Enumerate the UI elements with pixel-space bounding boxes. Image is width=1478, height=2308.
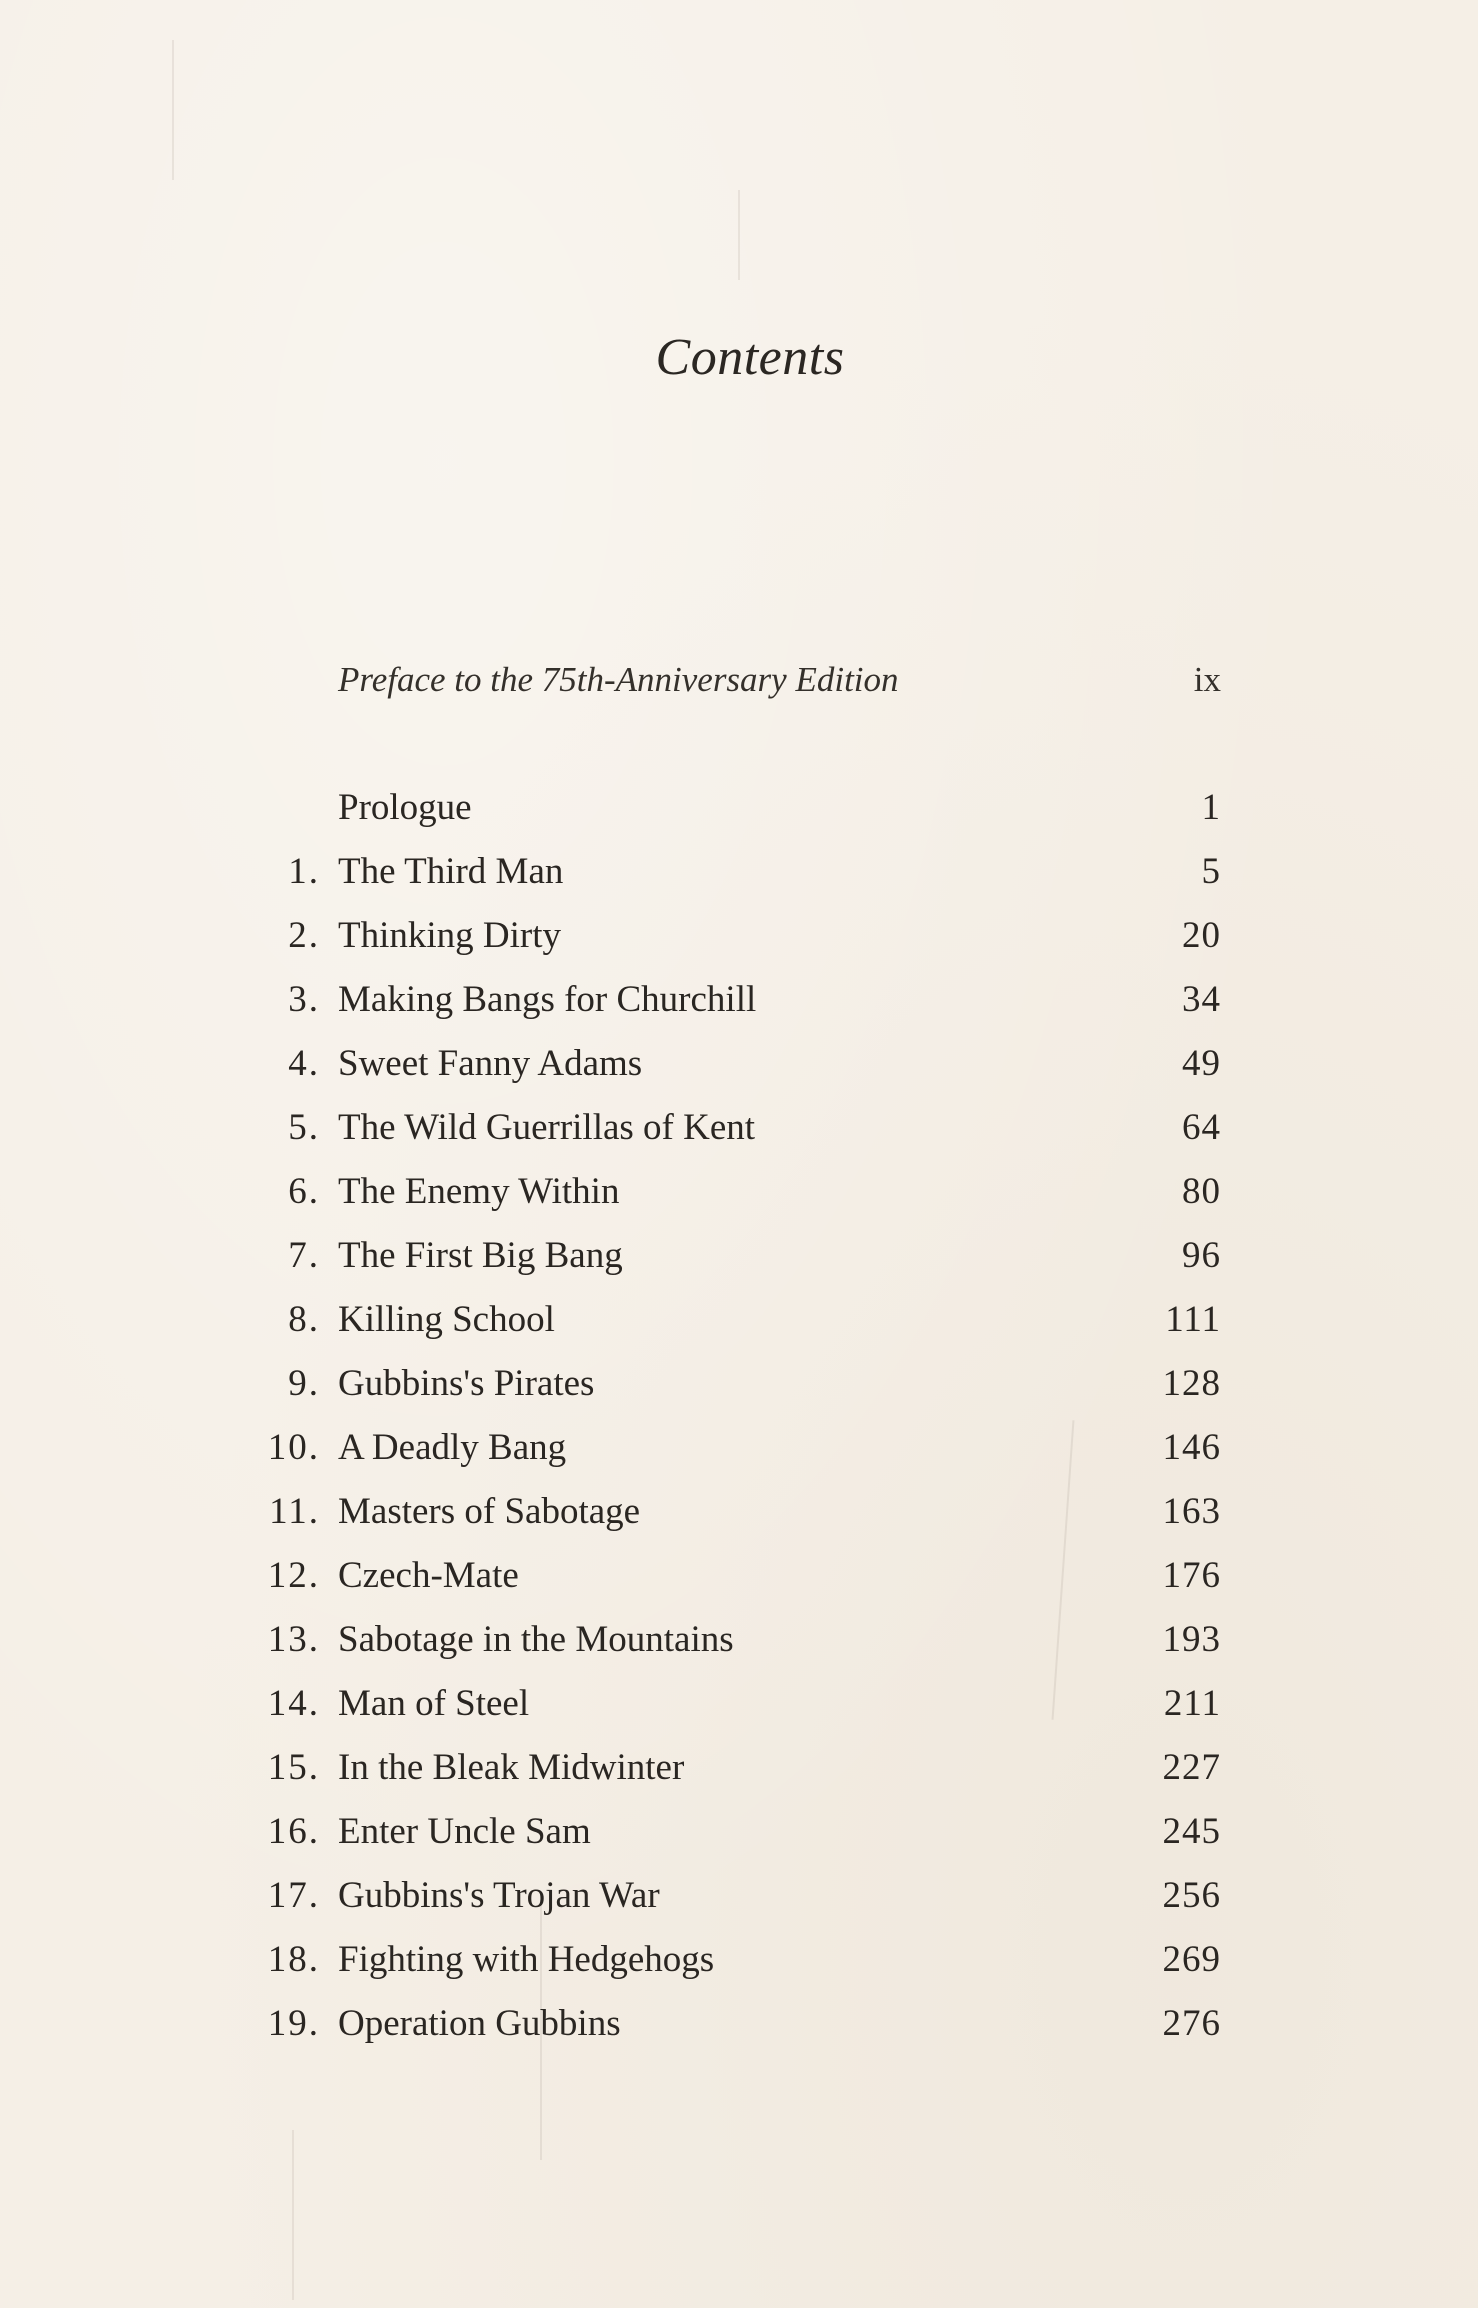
chapter-number: 6. <box>288 1171 320 1212</box>
chapter-title: Operation Gubbins <box>338 2003 621 2044</box>
chapter-page-number: 256 <box>1162 1875 1221 1916</box>
toc-entry <box>0 1614 1478 1678</box>
chapter-title: Masters of Sabotage <box>338 1491 641 1532</box>
chapter-number: 18. <box>267 1939 320 1980</box>
toc-entry <box>0 1998 1478 2062</box>
chapter-page-number: 146 <box>1162 1427 1221 1468</box>
chapter-number: 8. <box>288 1299 320 1340</box>
chapter-number: 19. <box>267 2003 320 2044</box>
chapter-number: 2. <box>288 915 320 956</box>
chapter-page-number: 111 <box>1165 1299 1221 1340</box>
preface-page-number: ix <box>1193 660 1221 699</box>
toc-entry <box>0 1550 1478 1614</box>
toc-entry <box>0 1742 1478 1806</box>
chapter-number: 15. <box>267 1747 320 1788</box>
chapter-page-number: 5 <box>1201 851 1221 892</box>
chapter-title: The Enemy Within <box>338 1171 620 1212</box>
chapter-title: Czech-Mate <box>338 1555 519 1596</box>
toc-entry <box>0 846 1478 910</box>
chapter-number: 9. <box>288 1363 320 1404</box>
toc-entry <box>0 1678 1478 1742</box>
chapter-number: 5. <box>288 1107 320 1148</box>
paper-mark <box>292 2130 294 2300</box>
chapter-page-number: 64 <box>1182 1107 1221 1148</box>
chapter-number: 14. <box>267 1683 320 1724</box>
chapter-number: 13. <box>267 1619 320 1660</box>
toc-entry <box>0 1166 1478 1230</box>
preface-title: Preface to the 75th-Anniversary Edition <box>338 660 899 699</box>
chapter-page-number: 269 <box>1162 1939 1221 1980</box>
chapter-title: Man of Steel <box>338 1683 530 1724</box>
chapter-number: 11. <box>269 1491 320 1532</box>
chapter-title: Enter Uncle Sam <box>338 1811 591 1852</box>
toc-entry <box>0 1358 1478 1422</box>
toc-entry <box>0 782 1478 846</box>
chapter-title: In the Bleak Midwinter <box>338 1747 685 1788</box>
chapter-number: 4. <box>288 1043 320 1084</box>
table-of-contents <box>0 782 1478 2062</box>
paper-mark <box>738 190 740 280</box>
chapter-title: Thinking Dirty <box>338 915 562 956</box>
chapter-page-number: 211 <box>1163 1683 1221 1724</box>
chapter-title: Gubbins's Pirates <box>338 1363 595 1404</box>
toc-entry <box>0 1294 1478 1358</box>
toc-entry <box>0 1422 1478 1486</box>
chapter-title: Prologue <box>338 787 472 828</box>
page-title: Contents <box>655 329 845 386</box>
chapter-page-number: 245 <box>1162 1811 1221 1852</box>
chapter-page-number: 276 <box>1162 2003 1221 2044</box>
chapter-title: Fighting with Hedgehogs <box>338 1939 715 1980</box>
toc-entry <box>0 1870 1478 1934</box>
toc-entry <box>0 1038 1478 1102</box>
chapter-title: A Deadly Bang <box>338 1427 567 1468</box>
chapter-number: 12. <box>267 1555 320 1596</box>
chapter-page-number: 20 <box>1182 915 1221 956</box>
chapter-title: Sweet Fanny Adams <box>338 1043 643 1084</box>
chapter-title: The First Big Bang <box>338 1235 623 1276</box>
chapter-number: 7. <box>288 1235 320 1276</box>
chapter-title: Gubbins's Trojan War <box>338 1875 660 1916</box>
chapter-title: Sabotage in the Mountains <box>338 1619 734 1660</box>
chapter-page-number: 193 <box>1162 1619 1221 1660</box>
chapter-title: The Wild Guerrillas of Kent <box>338 1107 756 1148</box>
chapter-page-number: 34 <box>1182 979 1221 1020</box>
chapter-page-number: 80 <box>1182 1171 1221 1212</box>
toc-entry <box>0 1486 1478 1550</box>
chapter-page-number: 96 <box>1182 1235 1221 1276</box>
toc-entry <box>0 1934 1478 1998</box>
chapter-page-number: 163 <box>1162 1491 1221 1532</box>
paper-mark <box>172 40 174 180</box>
chapter-number: 3. <box>288 979 320 1020</box>
chapter-number: 10. <box>267 1427 320 1468</box>
chapter-number: 1. <box>288 851 320 892</box>
chapter-page-number: 176 <box>1162 1555 1221 1596</box>
toc-entry <box>0 1102 1478 1166</box>
chapter-page-number: 1 <box>1201 787 1221 828</box>
chapter-title: Making Bangs for Churchill <box>338 979 757 1020</box>
chapter-page-number: 227 <box>1162 1747 1221 1788</box>
toc-entry <box>0 1806 1478 1870</box>
chapter-page-number: 49 <box>1182 1043 1221 1084</box>
toc-entry <box>0 910 1478 974</box>
chapter-title: The Third Man <box>338 851 564 892</box>
chapter-number: 17. <box>267 1875 320 1916</box>
chapter-title: Killing School <box>338 1299 555 1340</box>
toc-entry <box>0 1230 1478 1294</box>
toc-entry <box>0 974 1478 1038</box>
chapter-page-number: 128 <box>1162 1363 1221 1404</box>
chapter-number: 16. <box>267 1811 320 1852</box>
